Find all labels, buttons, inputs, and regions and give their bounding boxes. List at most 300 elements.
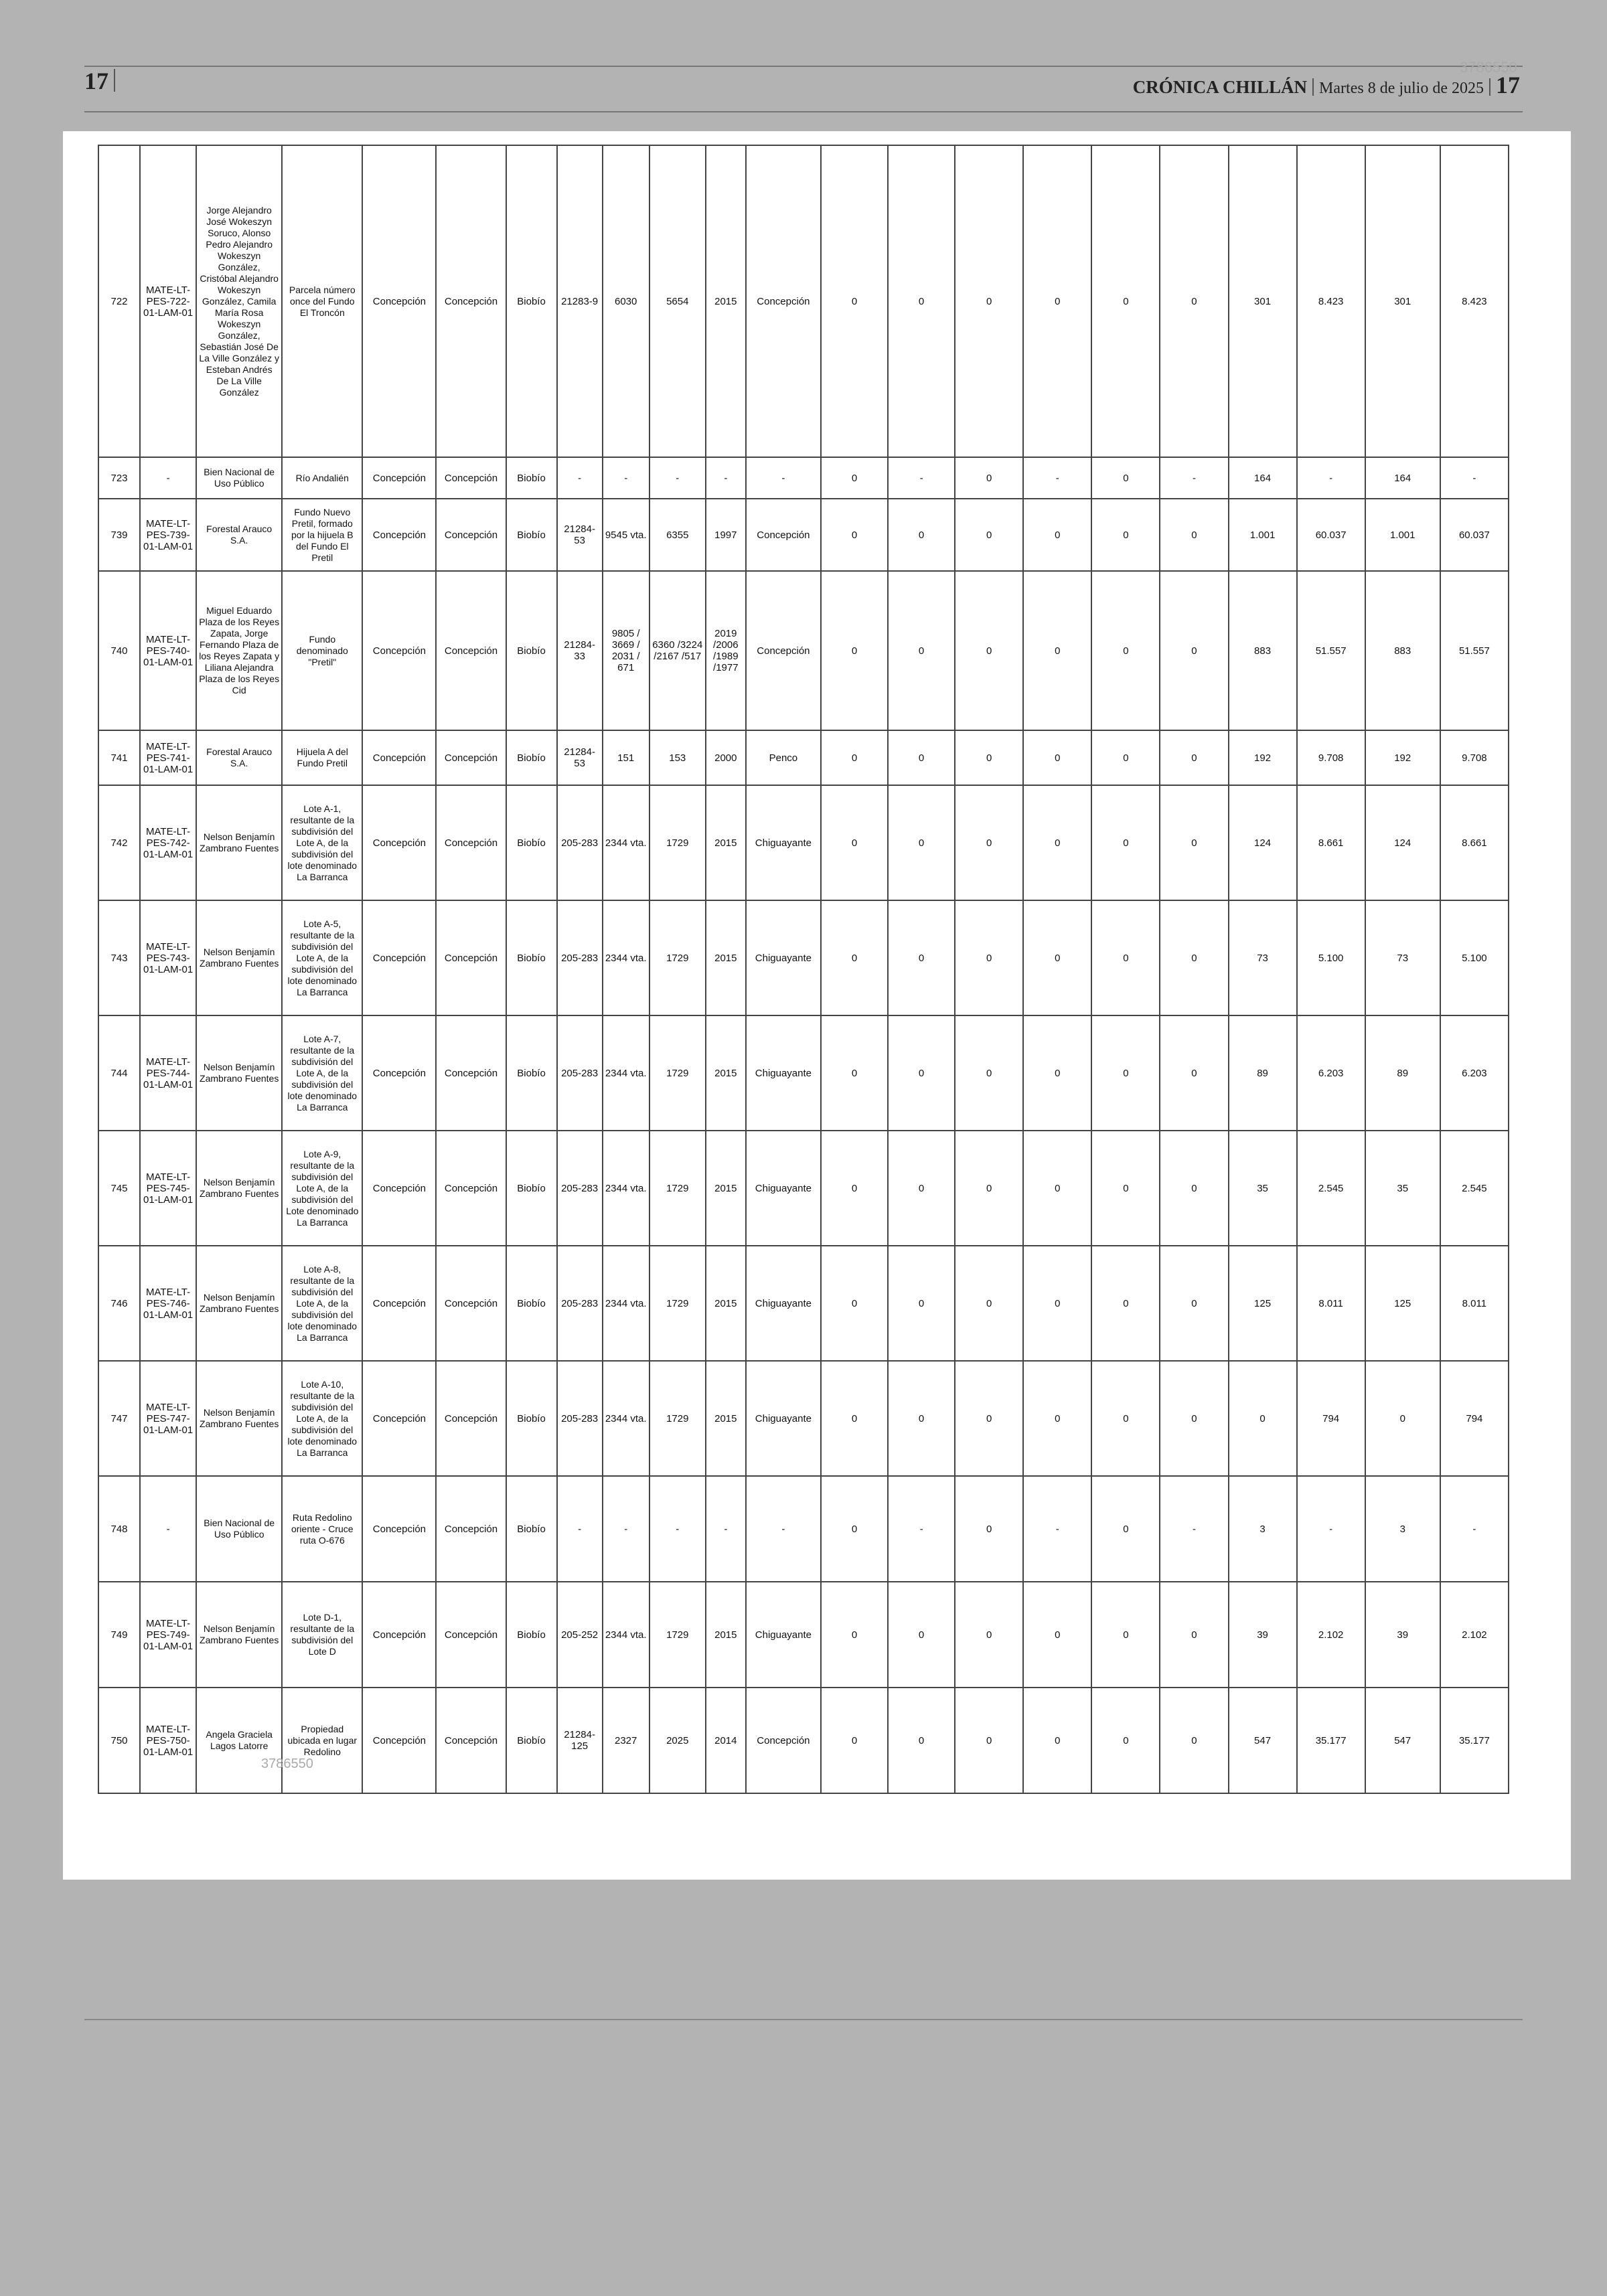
cell-c10: 6.203 [1440,1015,1509,1131]
cell-c6: 0 [1160,900,1228,1015]
watermark-code-inline: 3786550 [261,1756,313,1771]
cell-c5: 0 [1091,785,1160,900]
cell-provincia: Concepción [436,785,506,900]
cell-c10: 794 [1440,1361,1509,1476]
cell-c6: 0 [1160,1582,1228,1688]
cell-c5: 0 [1091,499,1160,571]
table-row [98,1361,1509,1476]
cell-c7: 73 [1229,900,1297,1015]
cell-rol: 205-283 [557,1361,603,1476]
cell-c8: 51.557 [1297,571,1365,730]
cell-predio: Ruta Redolino oriente - Cruce ruta O-676 [282,1476,362,1582]
cell-c3: 0 [955,1131,1023,1246]
cell-predio: Lote A-9, resultante de la subdivisión del Lote A, de la subdivisión del Lote denominado La Barranca [282,1131,362,1246]
cell-anio: 2015 [706,1582,746,1688]
cell-numero: 6355 [649,499,706,571]
cell-c5: 0 [1091,730,1160,785]
cell-region: Biobío [506,900,557,1015]
cell-comuna: Concepción [362,571,436,730]
cell-provincia: Concepción [436,145,506,457]
cell-c2: 0 [888,1582,955,1688]
cell-id: MATE-LT-PES-746-01-LAM-01 [140,1246,196,1361]
cell-c8: 8.011 [1297,1246,1365,1361]
cell-c4: 0 [1023,785,1091,900]
cell-c9: 39 [1365,1582,1440,1688]
cell-no: 749 [98,1582,140,1688]
cell-propietario: Forestal Arauco S.A. [196,730,282,785]
cell-c3: 0 [955,499,1023,571]
cell-comuna: Concepción [362,785,436,900]
cell-c5: 0 [1091,900,1160,1015]
cell-conservador: - [746,457,821,499]
cell-no: 743 [98,900,140,1015]
cell-region: Biobío [506,1476,557,1582]
cell-no: 744 [98,1015,140,1131]
cell-id: MATE-LT-PES-743-01-LAM-01 [140,900,196,1015]
cell-provincia: Concepción [436,1131,506,1246]
cell-c2: - [888,457,955,499]
cell-c1: 0 [821,1131,888,1246]
cell-predio: Lote A-10, resultante de la subdivisión del Lote A, de la subdivisión del lote denominado La Barranca [282,1361,362,1476]
cell-no: 746 [98,1246,140,1361]
cell-c1: 0 [821,1361,888,1476]
cell-conservador: Concepción [746,571,821,730]
cell-fojas: 9805 / 3669 / 2031 / 671 [603,571,649,730]
cell-c2: - [888,1476,955,1582]
cell-c1: 0 [821,1688,888,1793]
cell-fojas: - [603,1476,649,1582]
cell-propietario: Angela Graciela Lagos Latorre [196,1688,282,1793]
cell-no: 741 [98,730,140,785]
cell-numero: 6360 /3224 /2167 /517 [649,571,706,730]
cell-propietario: Nelson Benjamín Zambrano Fuentes [196,900,282,1015]
table-row [98,1246,1509,1361]
cell-predio: Lote A-1, resultante de la subdivisión del Lote A, de la subdivisión del lote denominado La Barranca [282,785,362,900]
cell-c10: - [1440,457,1509,499]
cell-c4: 0 [1023,1582,1091,1688]
cell-propietario: Nelson Benjamín Zambrano Fuentes [196,1131,282,1246]
cell-c3: 0 [955,900,1023,1015]
cell-anio: 2015 [706,785,746,900]
cell-c7: 39 [1229,1582,1297,1688]
cell-comuna: Concepción [362,145,436,457]
cell-c9: 192 [1365,730,1440,785]
cell-predio: Lote D-1, resultante de la subdivisión del Lote D [282,1582,362,1688]
cell-c5: 0 [1091,1688,1160,1793]
cell-c2: 0 [888,1361,955,1476]
cell-no: 742 [98,785,140,900]
cell-propietario: Nelson Benjamín Zambrano Fuentes [196,1015,282,1131]
cell-rol: - [557,457,603,499]
table-row [98,1131,1509,1246]
cell-region: Biobío [506,1688,557,1793]
watermark-code: 3786550 [1460,59,1517,76]
cell-region: Biobío [506,145,557,457]
cell-c8: 2.102 [1297,1582,1365,1688]
cell-rol: 21284-53 [557,499,603,571]
cell-c7: 125 [1229,1246,1297,1361]
cell-c10: 35.177 [1440,1688,1509,1793]
cell-numero: 5654 [649,145,706,457]
cell-c6: 0 [1160,1131,1228,1246]
cell-anio: 2015 [706,145,746,457]
cell-c6: 0 [1160,785,1228,900]
cell-predio: Río Andalién [282,457,362,499]
table-row [98,1582,1509,1688]
cell-c7: 35 [1229,1131,1297,1246]
cell-c1: 0 [821,1582,888,1688]
cell-fojas: 2327 [603,1688,649,1793]
cell-c4: 0 [1023,1246,1091,1361]
cell-c10: 51.557 [1440,571,1509,730]
cell-numero: 1729 [649,1361,706,1476]
cell-c4: 0 [1023,1688,1091,1793]
cell-c1: 0 [821,1246,888,1361]
cell-rol: - [557,1476,603,1582]
cell-c4: - [1023,1476,1091,1582]
cell-id: MATE-LT-PES-742-01-LAM-01 [140,785,196,900]
cell-conservador: Concepción [746,1688,821,1793]
table-row [98,1476,1509,1582]
cell-c8: - [1297,1476,1365,1582]
cell-c3: 0 [955,1582,1023,1688]
cell-c3: 0 [955,457,1023,499]
cell-fojas: 2344 vta. [603,1246,649,1361]
cell-propietario: Nelson Benjamín Zambrano Fuentes [196,1246,282,1361]
cell-fojas: - [603,457,649,499]
cell-c1: 0 [821,145,888,457]
cell-c7: 124 [1229,785,1297,900]
cell-id: MATE-LT-PES-750-01-LAM-01 [140,1688,196,1793]
cell-provincia: Concepción [436,457,506,499]
cell-c3: 0 [955,730,1023,785]
cell-c3: 0 [955,1246,1023,1361]
cell-fojas: 6030 [603,145,649,457]
cell-provincia: Concepción [436,1688,506,1793]
cell-c9: 164 [1365,457,1440,499]
cell-region: Biobío [506,785,557,900]
cell-c5: 0 [1091,1131,1160,1246]
cell-anio: - [706,1476,746,1582]
cell-c8: 35.177 [1297,1688,1365,1793]
cell-numero: 1729 [649,1015,706,1131]
cell-comuna: Concepción [362,1361,436,1476]
cell-c3: 0 [955,785,1023,900]
footer-rule [84,2019,1523,2020]
cell-region: Biobío [506,1131,557,1246]
cell-fojas: 151 [603,730,649,785]
cell-conservador: - [746,1476,821,1582]
cell-c3: 0 [955,1361,1023,1476]
cell-c9: 1.001 [1365,499,1440,571]
cell-provincia: Concepción [436,730,506,785]
cell-c4: - [1023,457,1091,499]
cell-numero: - [649,457,706,499]
cell-propietario: Nelson Benjamín Zambrano Fuentes [196,785,282,900]
cell-rol: 205-283 [557,900,603,1015]
cell-numero: 1729 [649,1582,706,1688]
cell-region: Biobío [506,571,557,730]
cell-propietario: Forestal Arauco S.A. [196,499,282,571]
cell-c4: 0 [1023,1131,1091,1246]
cell-rol: 205-252 [557,1582,603,1688]
cell-c10: 5.100 [1440,900,1509,1015]
cell-region: Biobío [506,1582,557,1688]
cell-c9: 35 [1365,1131,1440,1246]
cell-anio: 2015 [706,1131,746,1246]
cell-conservador: Chiguayante [746,785,821,900]
cell-c7: 0 [1229,1361,1297,1476]
cell-rol: 21284-125 [557,1688,603,1793]
cell-c9: 883 [1365,571,1440,730]
cell-c9: 89 [1365,1015,1440,1131]
cell-c9: 73 [1365,900,1440,1015]
cell-c10: 60.037 [1440,499,1509,571]
cell-c7: 3 [1229,1476,1297,1582]
cell-c6: 0 [1160,1015,1228,1131]
cell-anio: 2015 [706,1246,746,1361]
cell-numero: 1729 [649,900,706,1015]
cell-c9: 547 [1365,1688,1440,1793]
cell-c6: 0 [1160,145,1228,457]
cell-predio: Propiedad ubicada en lugar Redolino [282,1688,362,1793]
cell-rol: 205-283 [557,785,603,900]
cell-conservador: Concepción [746,145,821,457]
cell-id: MATE-LT-PES-722-01-LAM-01 [140,145,196,457]
cell-c5: 0 [1091,1476,1160,1582]
cell-c9: 301 [1365,145,1440,457]
cell-provincia: Concepción [436,571,506,730]
cell-c10: - [1440,1476,1509,1582]
cell-no: 740 [98,571,140,730]
cell-c10: 2.102 [1440,1582,1509,1688]
cell-c10: 8.423 [1440,145,1509,457]
cell-fojas: 2344 vta. [603,785,649,900]
cell-provincia: Concepción [436,1015,506,1131]
cell-c1: 0 [821,571,888,730]
cell-c1: 0 [821,499,888,571]
cell-region: Biobío [506,730,557,785]
cell-c7: 1.001 [1229,499,1297,571]
cell-c6: - [1160,457,1228,499]
cell-c8: 8.423 [1297,145,1365,457]
cell-provincia: Concepción [436,1361,506,1476]
cell-c7: 192 [1229,730,1297,785]
cell-c4: 0 [1023,1015,1091,1131]
cell-region: Biobío [506,1361,557,1476]
cell-conservador: Chiguayante [746,1361,821,1476]
cell-c9: 124 [1365,785,1440,900]
cell-propietario: Jorge Alejandro José Wokeszyn Soruco, Alonso Pedro Alejandro Wokeszyn González, Cristóbal Alejandro Wokeszyn González, Camila María Rosa Wokeszyn González, Sebastián José De La Ville González y Esteban Andrés De La Ville González [196,145,282,457]
cell-c2: 0 [888,1015,955,1131]
cell-comuna: Concepción [362,900,436,1015]
cell-c7: 547 [1229,1688,1297,1793]
table-row [98,145,1509,457]
cell-c7: 89 [1229,1015,1297,1131]
cell-predio: Hijuela A del Fundo Pretil [282,730,362,785]
cell-comuna: Concepción [362,1131,436,1246]
cell-conservador: Penco [746,730,821,785]
cell-c4: 0 [1023,1361,1091,1476]
cell-no: 750 [98,1688,140,1793]
cell-c2: 0 [888,1131,955,1246]
cell-region: Biobío [506,457,557,499]
cell-id: MATE-LT-PES-745-01-LAM-01 [140,1131,196,1246]
cell-fojas: 2344 vta. [603,1015,649,1131]
header-rule-bottom [84,111,1523,112]
cell-id: - [140,1476,196,1582]
cell-numero: 1729 [649,1131,706,1246]
cell-c1: 0 [821,457,888,499]
cell-anio: 2014 [706,1688,746,1793]
cell-fojas: 2344 vta. [603,1582,649,1688]
cell-anio: 2019 /2006 /1989 /1977 [706,571,746,730]
page-number-right: 17 [1496,72,1520,98]
cell-numero: 1729 [649,785,706,900]
cell-c10: 9.708 [1440,730,1509,785]
cell-c5: 0 [1091,1582,1160,1688]
cell-comuna: Concepción [362,1582,436,1688]
cell-c2: 0 [888,499,955,571]
cell-c1: 0 [821,785,888,900]
notice-sheet [63,131,1571,1880]
cell-c6: 0 [1160,1361,1228,1476]
cell-predio: Parcela número once del Fundo El Troncón [282,145,362,457]
cell-c2: 0 [888,785,955,900]
cell-c4: 0 [1023,571,1091,730]
cell-c7: 883 [1229,571,1297,730]
publication-name: CRÓNICA CHILLÁN [1132,77,1308,97]
cell-propietario: Nelson Benjamín Zambrano Fuentes [196,1582,282,1688]
table-row [98,785,1509,900]
cell-c9: 0 [1365,1361,1440,1476]
cell-c10: 8.011 [1440,1246,1509,1361]
cell-numero: 2025 [649,1688,706,1793]
cell-propietario: Bien Nacional de Uso Público [196,457,282,499]
cell-anio: 2015 [706,1361,746,1476]
header-rule-top [84,66,1523,67]
publication-date: Martes 8 de julio de 2025 [1319,80,1484,97]
cell-c7: 164 [1229,457,1297,499]
cell-propietario: Miguel Eduardo Plaza de los Reyes Zapata, Jorge Fernando Plaza de los Reyes Zapata y Liliana Alejandra Plaza de los Reyes Cid [196,571,282,730]
table-row [98,457,1509,499]
cell-anio: - [706,457,746,499]
cell-c8: 5.100 [1297,900,1365,1015]
cell-predio: Fundo Nuevo Pretil, formado por la hijuela B del Fundo El Pretil [282,499,362,571]
cell-c10: 8.661 [1440,785,1509,900]
cell-predio: Fundo denominado "Pretil" [282,571,362,730]
cell-c4: 0 [1023,145,1091,457]
cell-rol: 21284-53 [557,730,603,785]
cell-conservador: Chiguayante [746,1246,821,1361]
cell-c6: 0 [1160,499,1228,571]
cell-c5: 0 [1091,1361,1160,1476]
table-row [98,730,1509,785]
cell-c5: 0 [1091,571,1160,730]
cell-predio: Lote A-5, resultante de la subdivisión del Lote A, de la subdivisión del lote denominado La Barranca [282,900,362,1015]
cell-id: MATE-LT-PES-744-01-LAM-01 [140,1015,196,1131]
table-row [98,1015,1509,1131]
cell-c10: 2.545 [1440,1131,1509,1246]
cell-provincia: Concepción [436,1476,506,1582]
cell-c5: 0 [1091,1246,1160,1361]
cell-id: MATE-LT-PES-740-01-LAM-01 [140,571,196,730]
cell-c9: 125 [1365,1246,1440,1361]
cell-no: 748 [98,1476,140,1582]
cell-c2: 0 [888,145,955,457]
cell-c2: 0 [888,730,955,785]
cell-comuna: Concepción [362,1476,436,1582]
cell-rol: 205-283 [557,1131,603,1246]
cell-c6: 0 [1160,1688,1228,1793]
cell-region: Biobío [506,499,557,571]
cell-comuna: Concepción [362,1246,436,1361]
cell-no: 747 [98,1361,140,1476]
cell-predio: Lote A-8, resultante de la subdivisión del Lote A, de la subdivisión del lote denominado La Barranca [282,1246,362,1361]
cell-c6: 0 [1160,730,1228,785]
cell-provincia: Concepción [436,499,506,571]
cell-conservador: Chiguayante [746,1015,821,1131]
cell-c8: 8.661 [1297,785,1365,900]
cell-predio: Lote A-7, resultante de la subdivisión del Lote A, de la subdivisión del lote denominado La Barranca [282,1015,362,1131]
cell-c9: 3 [1365,1476,1440,1582]
table-row [98,1688,1509,1793]
cell-comuna: Concepción [362,499,436,571]
cell-anio: 2015 [706,1015,746,1131]
cell-c8: 60.037 [1297,499,1365,571]
cell-c3: 0 [955,571,1023,730]
cell-provincia: Concepción [436,900,506,1015]
cell-c8: 9.708 [1297,730,1365,785]
cell-c4: 0 [1023,730,1091,785]
cell-c5: 0 [1091,145,1160,457]
property-table [98,145,1509,1794]
cell-id: - [140,457,196,499]
cell-no: 723 [98,457,140,499]
table-row [98,900,1509,1015]
cell-c2: 0 [888,1246,955,1361]
table-row [98,571,1509,730]
cell-conservador: Concepción [746,499,821,571]
cell-fojas: 9545 vta. [603,499,649,571]
cell-c1: 0 [821,1476,888,1582]
cell-c5: 0 [1091,1015,1160,1131]
cell-c8: - [1297,457,1365,499]
cell-c2: 0 [888,900,955,1015]
cell-id: MATE-LT-PES-749-01-LAM-01 [140,1582,196,1688]
cell-no: 745 [98,1131,140,1246]
cell-comuna: Concepción [362,457,436,499]
cell-c2: 0 [888,571,955,730]
cell-c3: 0 [955,145,1023,457]
table-row [98,499,1509,571]
cell-c3: 0 [955,1688,1023,1793]
cell-numero: - [649,1476,706,1582]
cell-conservador: Chiguayante [746,1131,821,1246]
cell-numero: 153 [649,730,706,785]
cell-c5: 0 [1091,457,1160,499]
cell-c8: 2.545 [1297,1131,1365,1246]
cell-c7: 301 [1229,145,1297,457]
cell-provincia: Concepción [436,1246,506,1361]
cell-comuna: Concepción [362,730,436,785]
cell-fojas: 2344 vta. [603,1361,649,1476]
cell-numero: 1729 [649,1246,706,1361]
cell-propietario: Nelson Benjamín Zambrano Fuentes [196,1361,282,1476]
cell-comuna: Concepción [362,1015,436,1131]
cell-c6: - [1160,1476,1228,1582]
cell-rol: 205-283 [557,1246,603,1361]
